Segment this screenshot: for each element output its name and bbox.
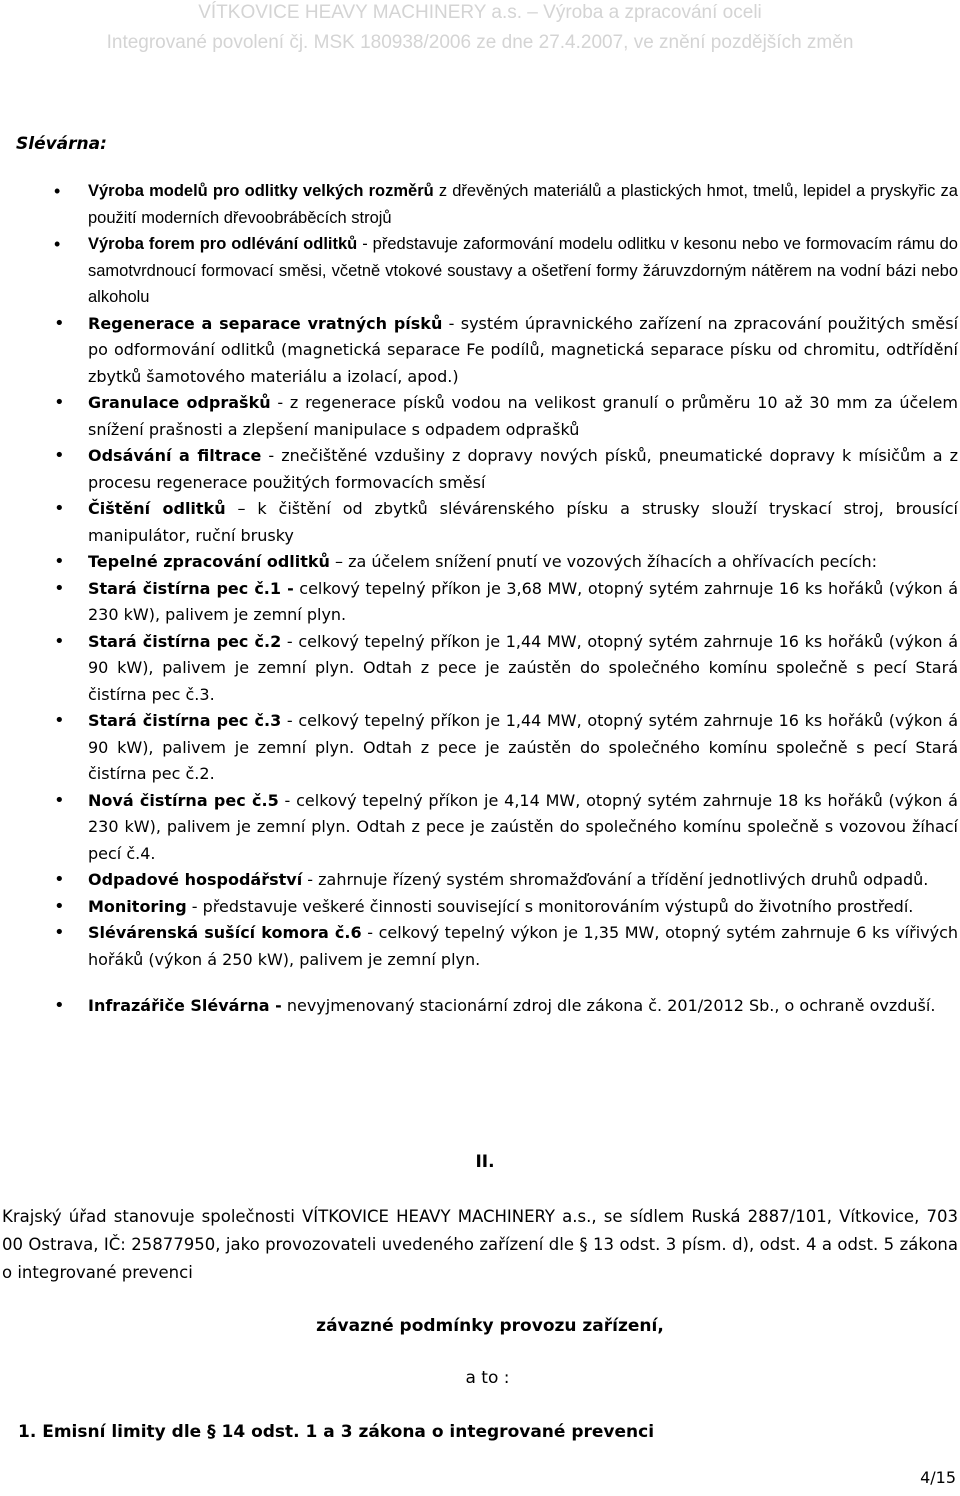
item-heading: Výroba modelů pro odlitky velkých rozměrů — [88, 182, 434, 200]
item-heading: Granulace odprašků — [88, 393, 271, 412]
section-number: II. — [475, 1152, 495, 1172]
item-text: - zahrnuje řízený systém shromažďování a třídění jednotlivých druhů odpadů. — [302, 870, 929, 889]
activity-list — [0, 178, 960, 1020]
item-text: celkový tepelný příkon je 3,68 MW, otopný sytém zahrnuje 16 ks hořáků (výkon á 230 kW), palivem je zemní plyn. — [88, 578, 958, 624]
item-text: - systém úpravnického zařízení na zpracování použitých směsí po odformování odlitků (magnetická separace Fe podílů, magnetická separace písku od chromitu, odtřídění zbytků šamotového materiálu a izolací, apod.) — [88, 313, 959, 386]
item-text: nevyjmenovaný stacionární zdroj dle zákona č. 201/2012 Sb., o ochraně ovzduší. — [281, 996, 936, 1015]
item-text: z dřevěných materiálů a plastických hmot, tmelů, lepidel a pryskyřic za použití moderních dřevoobráběcích strojů — [88, 182, 958, 227]
item-heading: Stará čistírna pec č.3 — [88, 711, 282, 730]
item-text: - představuje zaformování modelu odlitku v kesonu nebo ve formovacím rámu do samotvrdnoucí formovací směsi, včetně vtokové soustavy a ošetření formy žáruvzdorným nátěrem na vodní bázi nebo alkoholu — [88, 235, 958, 306]
item-heading: Slévárenská sušící komora č.6 — [88, 923, 362, 942]
page-number: 4/15 — [920, 1468, 956, 1487]
list-item — [0, 993, 960, 1020]
item-text: - celkový tepelný příkon je 1,44 MW, otopný sytém zahrnuje 16 ks hořáků (výkon á 90 kW), palivem je zemní plyn. Odtah z pece je zaústěn do společného komínu společně s pecí Stará čistírna pec č.3. — [88, 631, 958, 704]
list-item — [0, 178, 960, 231]
list-item — [0, 311, 960, 391]
item-heading: Stará čistírna pec č.2 — [88, 631, 282, 651]
list-item — [0, 549, 960, 576]
section-title: Slévárna: — [16, 134, 107, 154]
item-heading: Čištění odlitků — [88, 499, 226, 518]
item-text: – za účelem snížení pnutí ve vozových žíhacích a ohřívacích pecích: — [329, 552, 878, 571]
item-text: - znečištěné vzdušiny z dopravy nových písků, pneumatické dopravy k mísičům a z procesu regenerace použitých formovacích směsí — [88, 446, 958, 492]
item-heading: Odsávání a filtrace — [88, 446, 262, 465]
item-heading: Regenerace a separace vratných písků — [88, 313, 443, 333]
list-item — [0, 496, 960, 549]
a-to-label: a to : — [465, 1368, 510, 1388]
decision-paragraph: Krajský úřad stanovuje společnosti VÍTKOVICE HEAVY MACHINERY a.s., se sídlem Ruská 2887/101, Vítkovice, 703 00 Ostrava, IČ: 25877950, jako provozovateli uvedeného zařízení dle § 13 odst. 3 písm. d), odst. 4 a odst. 5 zákona o integrované prevenci — [2, 1207, 958, 1282]
emission-heading: 1. Emisní limity dle § 14 odst. 1 a 3 zákona o integrované prevenci — [18, 1422, 655, 1442]
list-item — [0, 867, 960, 894]
item-text: - z regenerace písků vodou na velikost granulí o průměru 10 až 30 mm za účelem snížení prašnosti a zlepšení manipulace s odpadem odprašků — [88, 393, 958, 439]
item-text: - celkový tepelný výkon je 1,35 MW, otopný sytém zahrnuje 6 ks vířivých hořáků (výkon á 250 kW), palivem je zemní plyn. — [88, 923, 959, 969]
list-item — [0, 920, 960, 973]
list-item — [0, 576, 960, 629]
item-text: - představuje veškeré činnosti související s monitorováním výstupů do životního prostředí. — [186, 896, 914, 916]
item-heading: Tepelné zpracování odlitků — [88, 552, 330, 571]
item-text: – k čištění od zbytků slévárenského písku a strusky slouží tryskací stroj, brousící manipulátor, ruční brusky — [88, 499, 958, 545]
item-heading: Výroba forem pro odlévání odlitků — [88, 235, 358, 253]
conditions-title: závazné podmínky provozu zařízení, — [316, 1316, 664, 1336]
list-item — [0, 390, 960, 443]
list-item — [0, 443, 960, 496]
list-item — [0, 894, 960, 921]
item-text: - celkový tepelný příkon je 4,14 MW, otopný sytém zahrnuje 18 ks hořáků (výkon á 230 kW), palivem je zemní plyn. Odtah z pece je zaústěn do společného komínu společně s vozovou žíhací pecí č.4. — [88, 790, 958, 863]
list-item — [0, 708, 960, 788]
item-heading: Monitoring — [88, 896, 187, 916]
header-permit: Integrované povolení čj. MSK 180938/2006 ze dne 27.4.2007, ve znění pozdějších změn — [106, 32, 854, 53]
header-title: VÍTKOVICE HEAVY MACHINERY a.s. – Výroba a zpracování oceli — [198, 2, 762, 23]
item-heading: Nová čistírna pec č.5 — [88, 790, 279, 810]
item-heading: Odpadové hospodářství — [88, 870, 303, 889]
item-text: - celkový tepelný příkon je 1,44 MW, otopný sytém zahrnuje 16 ks hořáků (výkon á 90 kW), palivem je zemní plyn. Odtah z pece je zaústěn do společného komínu společně s pecí Stará čistírna pec č.2. — [88, 711, 958, 783]
item-heading: Infrazářiče Slévárna - — [88, 996, 282, 1015]
list-item — [0, 629, 960, 709]
list-item — [0, 788, 960, 868]
item-heading: Stará čistírna pec č.1 - — [88, 578, 294, 598]
list-item — [0, 231, 960, 311]
